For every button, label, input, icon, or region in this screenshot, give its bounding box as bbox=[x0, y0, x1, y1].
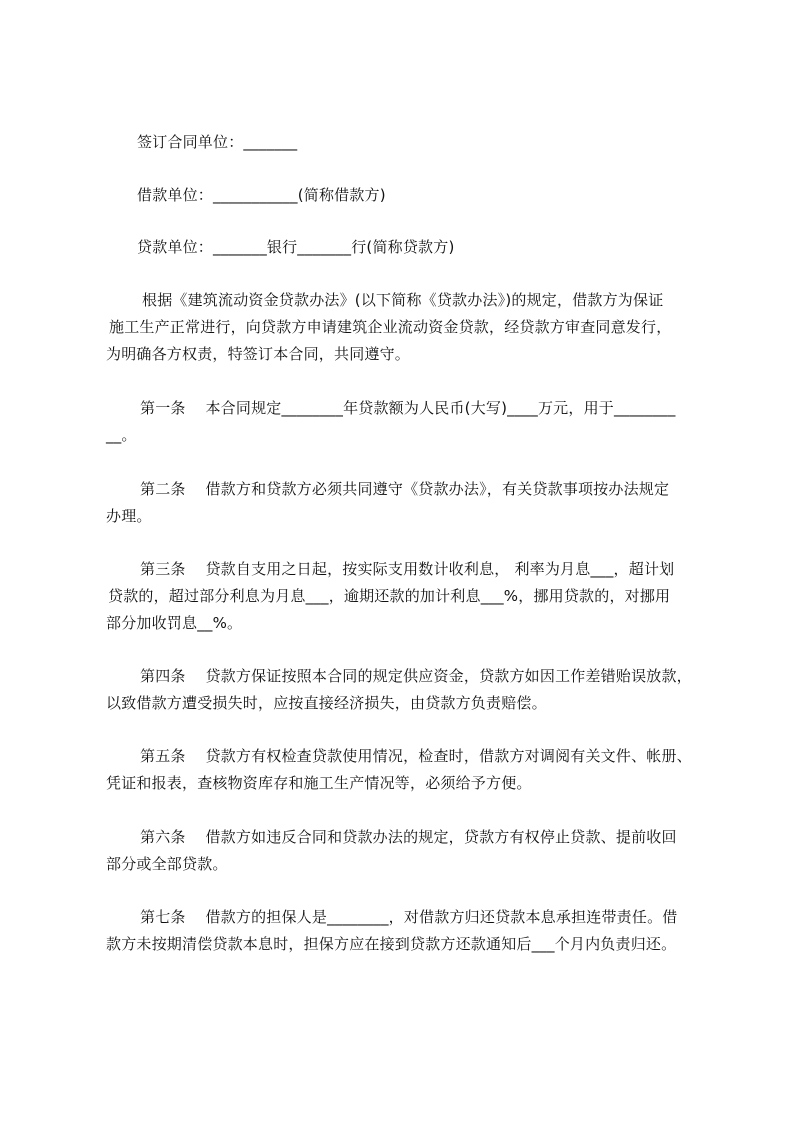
article-7-line-2: 款方未按期清偿贷款本息时，担保方应在接到贷款方还款通知后___个月内负责归还。 bbox=[106, 935, 677, 953]
article-6-line-1: 第六条 借款方如违反合同和贷款办法的规定，贷款方有权停止贷款、提前收回 bbox=[140, 828, 677, 846]
article-7-line-1: 第七条 借款方的担保人是________，对借款方归还贷款本息承担连带责任。借 bbox=[140, 908, 678, 926]
sign-unit-line: 签订合同单位：_______ bbox=[137, 133, 298, 151]
article-4-line-2: 以致借款方遭受损失时，应按直接经济损失，由贷款方负责赔偿。 bbox=[106, 694, 547, 712]
article-1-line-2: __。 bbox=[106, 426, 137, 444]
article-6-line-2: 部分或全部贷款。 bbox=[106, 855, 228, 873]
article-2-line-2: 办理。 bbox=[106, 507, 152, 525]
borrower-unit-line: 借款单位：___________(简称借款方) bbox=[137, 186, 386, 204]
article-3-line-2: 贷款的，超过部分利息为月息___，逾期还款的加计利息___%，挪用贷款的，对挪用 bbox=[108, 587, 671, 605]
lender-unit-line: 贷款单位：_______银行_______行(简称贷款方) bbox=[137, 238, 455, 256]
article-2-line-1: 第二条 借款方和贷款方必须共同遵守《贷款办法》，有关贷款事项按办法规定 bbox=[140, 480, 670, 498]
article-3-line-3: 部分加收罚息__%。 bbox=[106, 614, 243, 632]
article-1-line-1: 第一条 本合同规定________年贷款额为人民币(大写)____万元，用于________ bbox=[140, 399, 676, 417]
preamble-line-2: 施工生产正常进行，向贷款方申请建筑企业流动资金贷款，经贷款方审查同意发行， bbox=[109, 318, 672, 336]
article-5-line-1: 第五条 贷款方有权检查贷款使用情况，检查时，借款方对调阅有关文件、帐册、 bbox=[140, 747, 692, 765]
article-3-line-1: 第三条 贷款自支用之日起，按实际支用数计收利息， 利率为月息___，超计划 bbox=[140, 560, 675, 578]
preamble-line-1: 根据《建筑流动资金贷款办法》(以下简称《贷款办法》)的规定，借款方为保证 bbox=[142, 291, 664, 309]
preamble-line-3: 为明确各方权责，特签订本合同，共同遵守。 bbox=[106, 345, 411, 363]
article-4-line-1: 第四条 贷款方保证按照本合同的规定供应资金，贷款方如因工作差错贻误放款， bbox=[140, 667, 692, 685]
article-5-line-2: 凭证和报表，查核物资库存和施工生产情况等，必须给予方便。 bbox=[106, 774, 532, 792]
